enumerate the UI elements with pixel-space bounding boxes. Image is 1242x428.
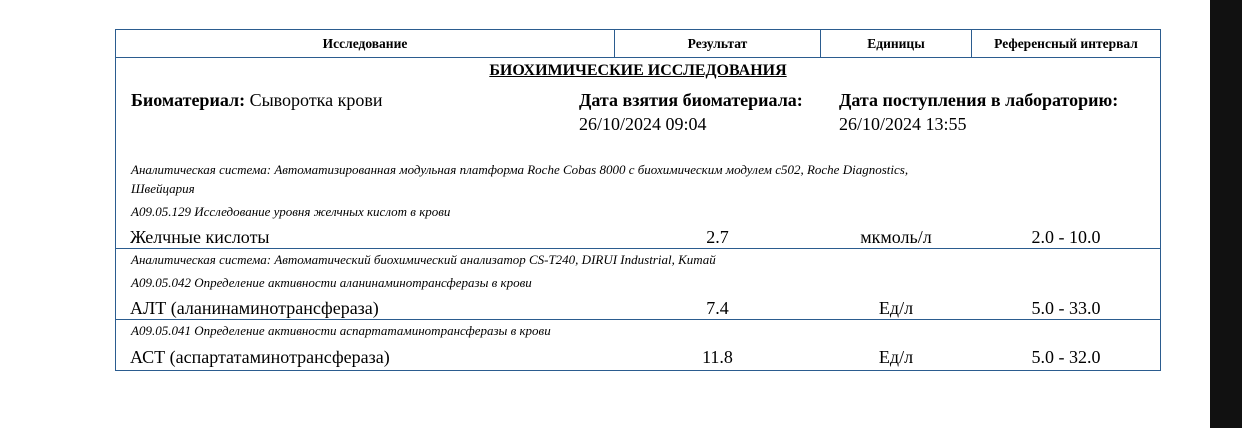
row-name: АЛТ (аланинаминотрансфераза) bbox=[130, 298, 379, 318]
biomaterial bbox=[131, 90, 383, 111]
analytic-system-note: Швейцария bbox=[131, 181, 195, 196]
study-code: A09.05.129 Исследование уровня желчных кислот в крови bbox=[131, 204, 451, 219]
row-units: Ед/л bbox=[878, 298, 914, 318]
header-units: Единицы bbox=[867, 36, 925, 51]
study-code: A09.05.041 Определение активности аспартатаминотрансферазы в крови bbox=[131, 323, 551, 338]
row-units: Ед/л bbox=[878, 347, 914, 367]
dark-side-bar bbox=[1210, 0, 1242, 428]
row-reference: 2.0 - 10.0 bbox=[1031, 227, 1101, 247]
row-result: 11.8 bbox=[702, 347, 733, 367]
receipt-date-value: 26/10/2024 13:55 bbox=[839, 114, 967, 134]
collection-date-label: Дата взятия биоматериала: bbox=[579, 90, 803, 110]
row-name: АСТ (аспартатаминотрансфераза) bbox=[130, 347, 390, 367]
row-units: мкмоль/л bbox=[860, 227, 932, 247]
row-name: Желчные кислоты bbox=[130, 227, 270, 247]
study-code: A09.05.042 Определение активности аланинаминотрансферазы в крови bbox=[131, 275, 532, 290]
collection-date-value: 26/10/2024 09:04 bbox=[579, 114, 707, 134]
lab-results-table bbox=[115, 29, 1161, 371]
row-result: 2.7 bbox=[706, 227, 729, 247]
receipt-date-label: Дата поступления в лабораторию: bbox=[839, 90, 1119, 110]
biomaterial-label: Биоматериал: bbox=[131, 90, 246, 110]
header-result: Результат bbox=[687, 36, 748, 51]
header-reference: Референсный интервал bbox=[994, 36, 1138, 51]
analytic-system-note: Аналитическая система: Автоматизированная модульная платформа Roche Cobas 8000 с биохимическим модулем c502, Roche Diagnostics, bbox=[131, 162, 909, 177]
row-result: 7.4 bbox=[706, 298, 729, 318]
biomaterial-value: Сыворотка крови bbox=[249, 90, 383, 110]
table-header bbox=[116, 30, 1160, 58]
row-reference: 5.0 - 33.0 bbox=[1031, 298, 1101, 318]
header-study: Исследование bbox=[322, 36, 408, 51]
row-divider bbox=[116, 319, 1160, 320]
section-title: БИОХИМИЧЕСКИЕ ИССЛЕДОВАНИЯ bbox=[489, 62, 787, 79]
row-reference: 5.0 - 32.0 bbox=[1031, 347, 1101, 367]
analytic-system-note: Аналитическая система: Автоматический биохимический анализатор CS-T240, DIRUI Industrial, Китай bbox=[131, 252, 716, 267]
row-divider bbox=[116, 248, 1160, 249]
